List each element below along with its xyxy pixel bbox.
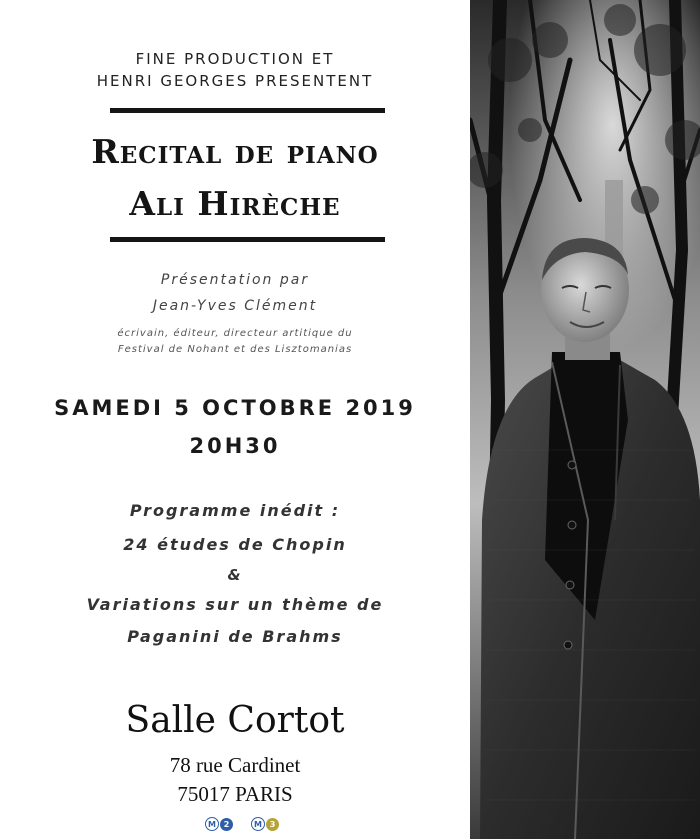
metro-line-2-badge xyxy=(205,817,233,831)
program-ampersand: & xyxy=(227,566,243,584)
program-item-2-line-1: Variations sur un thème de xyxy=(86,595,384,614)
event-date: SAMEDI 5 OCTOBRE 2019 xyxy=(54,396,416,420)
program-item-2-line-2: Paganini de Brahms xyxy=(127,627,343,646)
venue-city: 75017 PARIS xyxy=(177,782,293,806)
presenters-line-1: FINE PRODUCTION ET xyxy=(135,50,335,68)
presentation-label: Présentation par xyxy=(160,272,310,288)
presenter-description xyxy=(0,326,470,358)
bottom-divider xyxy=(110,237,385,242)
program-heading: Programme inédit : xyxy=(129,501,341,520)
metro-icon: M xyxy=(205,817,219,831)
metro-icon: M xyxy=(251,817,265,831)
program-item-1: 24 études de Chopin xyxy=(123,535,347,554)
title-line-1: Recital de piano xyxy=(91,132,379,171)
metro-lines xyxy=(205,817,279,831)
presenters xyxy=(0,48,470,92)
metro-line-3-badge xyxy=(251,817,279,831)
top-divider xyxy=(110,108,385,113)
pianist-portrait-image xyxy=(470,0,700,839)
presenter-description-line-1: écrivain, éditeur, directeur artitique du xyxy=(117,328,353,339)
pianist-photo xyxy=(470,0,700,839)
metro-line-number: 2 xyxy=(220,818,233,831)
presenter-description-line-2: Festival de Nohant et des Lisztomanias xyxy=(117,344,353,355)
title-line-2: Ali Hirèche xyxy=(129,184,341,223)
event-time: 20H30 xyxy=(189,434,281,458)
venue-name: Salle Cortot xyxy=(125,700,345,741)
venue-street: 78 rue Cardinet xyxy=(169,753,301,777)
presenter-name: Jean-Yves Clément xyxy=(152,298,318,314)
metro-line-number: 3 xyxy=(266,818,279,831)
presenters-line-2: HENRI GEORGES PRESENTENT xyxy=(96,72,374,90)
